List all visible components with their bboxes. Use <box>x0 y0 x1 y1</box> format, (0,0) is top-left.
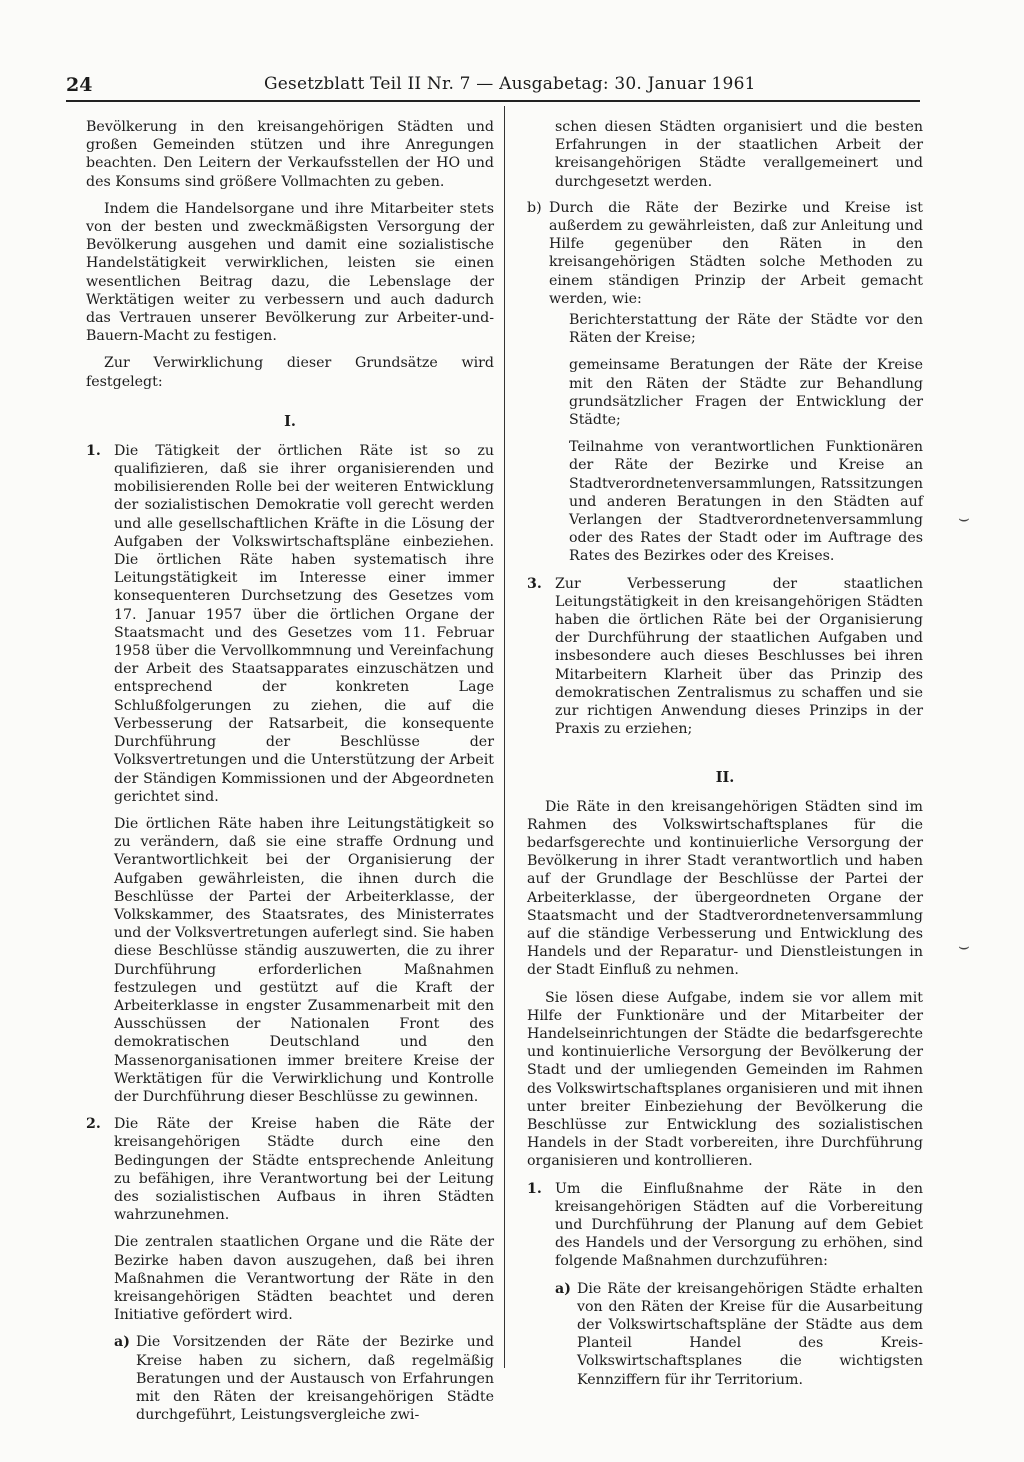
item-number: 3. <box>527 575 542 592</box>
measures-list <box>549 311 923 566</box>
paragraph: Die Tätigkeit der örtlichen Räte ist so zu qualifizieren, daß sie ihrer organisierenden und mobilisierenden Rolle bei der weiteren Entwicklung der sozialistischen Demokratie voll gerecht werden und alle gesellschaftlichen Kräfte in die Lösung der Aufgaben der Volkswirtschaftspläne einbeziehen. Die örtlichen Räte haben systematisch ihre Leitungstätigkeit im Interesse einer immer konsequenteren Durchsetzung des Gesetzes vom 17. Januar 1957 über die örtlichen Organe der Staatsmacht und des Gesetzes vom 11. Februar 1958 über die Vervollkommnung und Vereinfachung der Arbeit des Staatsapparates einzuschätzen und entsprechend der konkreten Lage Schlußfolgerungen zu ziehen, die auf die Verbesserung der Ratsarbeit, die konsequente Durchführung der Beschlüsse der Volksvertretungen und die Unterstützung der Arbeit der Ständigen Kommissionen und der Abgeordneten gerichtet sind. <box>114 442 494 805</box>
column-divider <box>504 106 505 1368</box>
paragraph: Durch die Räte der Bezirke und Kreise ist außerdem zu gewährleisten, daß zur Anleitung und Hilfe gegenüber den Räten in den kreisangehörigen Städten solche Methoden zu einem ständigen Prinzip der Arbeit gemacht werden, wie: <box>549 199 923 307</box>
item-number: 1. <box>86 442 101 459</box>
paragraph: Bevölkerung in den kreisangehörigen Städten und großen Gemeinden stützen und ihre Anregungen beachten. Den Leitern der Verkaufsstellen der HO und des Konsums sind größere Vollmachten zu geben. <box>86 119 494 190</box>
section-heading-ii: II. <box>715 768 735 786</box>
paragraph: Um die Einflußnahme der Räte in den kreisangehörigen Städten auf die Vorbereitung und Durchführung der Planung auf dem Gebiet des Handels und der Versorgung zu erhöhen, sind folgende Maßnahmen durchzuführen: <box>555 1180 923 1270</box>
left-column <box>86 118 494 1432</box>
sub-item-letter: a) <box>114 1334 130 1351</box>
sub-item-a <box>114 1333 494 1424</box>
sub-item-letter: b) <box>527 199 542 216</box>
paragraph: Die Vorsitzenden der Räte der Bezirke und Kreise haben zu sichern, daß regelmäßig Beratungen und der Austausch von Erfahrungen mit den Räten der kreisangehörigen Städte durchgeführt, Leistungsvergleiche zwi- <box>136 1334 494 1424</box>
paragraph: Die Räte der kreisangehörigen Städte erhalten von den Räten der Kreise für die Ausarbeitung der Volkswirtschaftspläne der Städte aus dem Planteil Handel des Kreis-Volkswirtschaftsplanes die wichtigsten Kennziffern für ihr Territorium. <box>577 1280 923 1388</box>
page-number: 24 <box>66 74 93 96</box>
section-heading-i: I. <box>284 412 296 430</box>
sub-item-b <box>527 199 923 566</box>
paragraph: Die zentralen staatlichen Organe und die Räte der Bezirke haben davon auszugehen, daß bei ihren Maßnahmen die Verantwortung der Räte in den kreisangehörigen Städten beachtet und deren Initiative gefördert wird. <box>114 1234 494 1324</box>
list-item: Berichterstattung der Räte der Städte vor den Räten der Kreise; <box>569 312 923 347</box>
numbered-item-3 <box>527 575 923 739</box>
paragraph: Sie lösen diese Aufgabe, indem sie vor allem mit Hilfe der Funktionäre und der Mitarbeiter der Handelseinrichtungen der Städte die bedarfsgerechte und kontinuierliche Versorgung der Bevölkerung der Stadt und der umliegenden Gemeinden im Rahmen des Volkswirtschaftsplanes organisieren und mit ihnen unter breiter Einbeziehung der Bevölkerung die Beschlüsse zur Entwicklung des sozialistischen Handels in der Stadt vorbereiten, ihre Durchführung organisieren und kontrollieren. <box>527 989 923 1170</box>
paragraph: Zur Verbesserung der staatlichen Leitungstätigkeit in den kreisangehörigen Städten haben die örtlichen Räte bei der Organisierung der Durchführung der staatlichen Aufgaben und insbesondere auch dieses Beschlusses bei ihren Mitarbeitern Klarheit über das Prinzip des demokratischen Zentralismus zu schaffen und sie zur richtigen Anwendung dieses Prinzips in der Praxis zu erziehen; <box>555 575 923 738</box>
item-number: 2. <box>86 1116 101 1133</box>
paragraph: schen diesen Städten organisiert und die besten Erfahrungen in der staatlichen Arbeit der kreisangehörigen Städte verallgemeinert und durchgesetzt werden. <box>555 119 923 190</box>
paragraph: Indem die Handelsorgane und ihre Mitarbeiter stets von der besten und zweckmäßigsten Versorgung der Bevölkerung ausgehen und damit eine sozialistische Handelstätigkeit verwirklichen, leisten sie einen wesentlichen Beitrag dazu, die Lebenslage der Werktätigen weiter zu verbessern und auch dadurch das Vertrauen unserer Bevölkerung zur Arbeiter-und-Bauern-Macht zu festigen. <box>86 200 494 345</box>
page-header <box>66 70 920 102</box>
list-item: gemeinsame Beratungen der Räte der Kreise mit den Räten der Städte zur Behandlung grundsätzlicher Fragen der Entwicklung der Städte; <box>569 357 923 429</box>
gazette-title: Gesetzblatt Teil II Nr. 7 — Ausgabetag: 30. Januar 1961 <box>264 74 756 94</box>
numbered-item-1 <box>86 442 494 1106</box>
numbered-item-1-section-ii <box>527 1180 923 1389</box>
paragraph: Die Räte der Kreise haben die Räte der kreisangehörigen Städte durch eine den Bedingungen der Städte entsprechende Anleitung zu befähigen, ihre Verantwortung bei der Leitung des sozialistischen Aufbaus in ihren Städten wahrzunehmen. <box>114 1116 494 1224</box>
paragraph: Die Räte in den kreisangehörigen Städten sind im Rahmen des Volkswirtschaftsplanes für die bedarfsgerechte und kontinuierliche Versorgung der Bevölkerung in ihrer Stadt verantwortlich und haben auf der Grundlage der Beschlüsse der Partei der Arbeiterklasse, der übergeordneten Organe der Staatsmacht und der Stadtverordnetenversammlung auf die ständige Verbesserung und Entwicklung des Handels und der Reparatur- und Dienstleistungen in der Stadt Einfluß zu nehmen. <box>527 798 923 979</box>
paragraph: Die örtlichen Räte haben ihre Leitungstätigkeit so zu verändern, daß sie eine straffe Ordnung und Verantwortlichkeit bei der Organisierung der Aufgaben gewährleisten, die ihnen durch die Beschlüsse der Partei der Arbeiterklasse, der Volkskammer, des Staatsrates, des Ministerrates und der Volksvertretungen auferlegt sind. Sie haben diese Beschlüsse ständig auszuwerten, die zu ihrer Durchführung erforderlichen Maßnahmen festzulegen und gestützt auf die Kraft der Arbeiterklasse in engster Zusammenarbeit mit den Ausschüssen der Nationalen Front des demokratischen Deutschland und den Massenorganisationen immer breitere Kreise der Werktätigen für die Verwirklichung und Kontrolle der Durchführung dieser Beschlüsse zu gewinnen. <box>114 815 494 1105</box>
numbered-item-2 <box>86 1115 494 1424</box>
list-item: Teilnahme von verantwortlichen Funktionären der Räte der Bezirke und Kreise an Stadtverordnetenversammlungen, Ratssitzungen und anderen Beratungen in den Städten auf Verlangen der Stadtverordnetenversammlung oder des Rates der Stadt oder im Auftrage des Rates des Bezirkes oder des Kreises. <box>569 439 923 565</box>
item-number: 1. <box>527 1180 542 1197</box>
sub-item-letter: a) <box>555 1280 571 1297</box>
paragraph: Zur Verwirklichung dieser Grundsätze wird festgelegt: <box>86 355 494 390</box>
right-column <box>527 118 923 1397</box>
continued-sub-item <box>527 118 923 191</box>
sub-item-a <box>555 1280 923 1389</box>
margin-mark-icon: ⌣ <box>958 936 970 957</box>
margin-mark-icon: ⌣ <box>958 508 970 529</box>
